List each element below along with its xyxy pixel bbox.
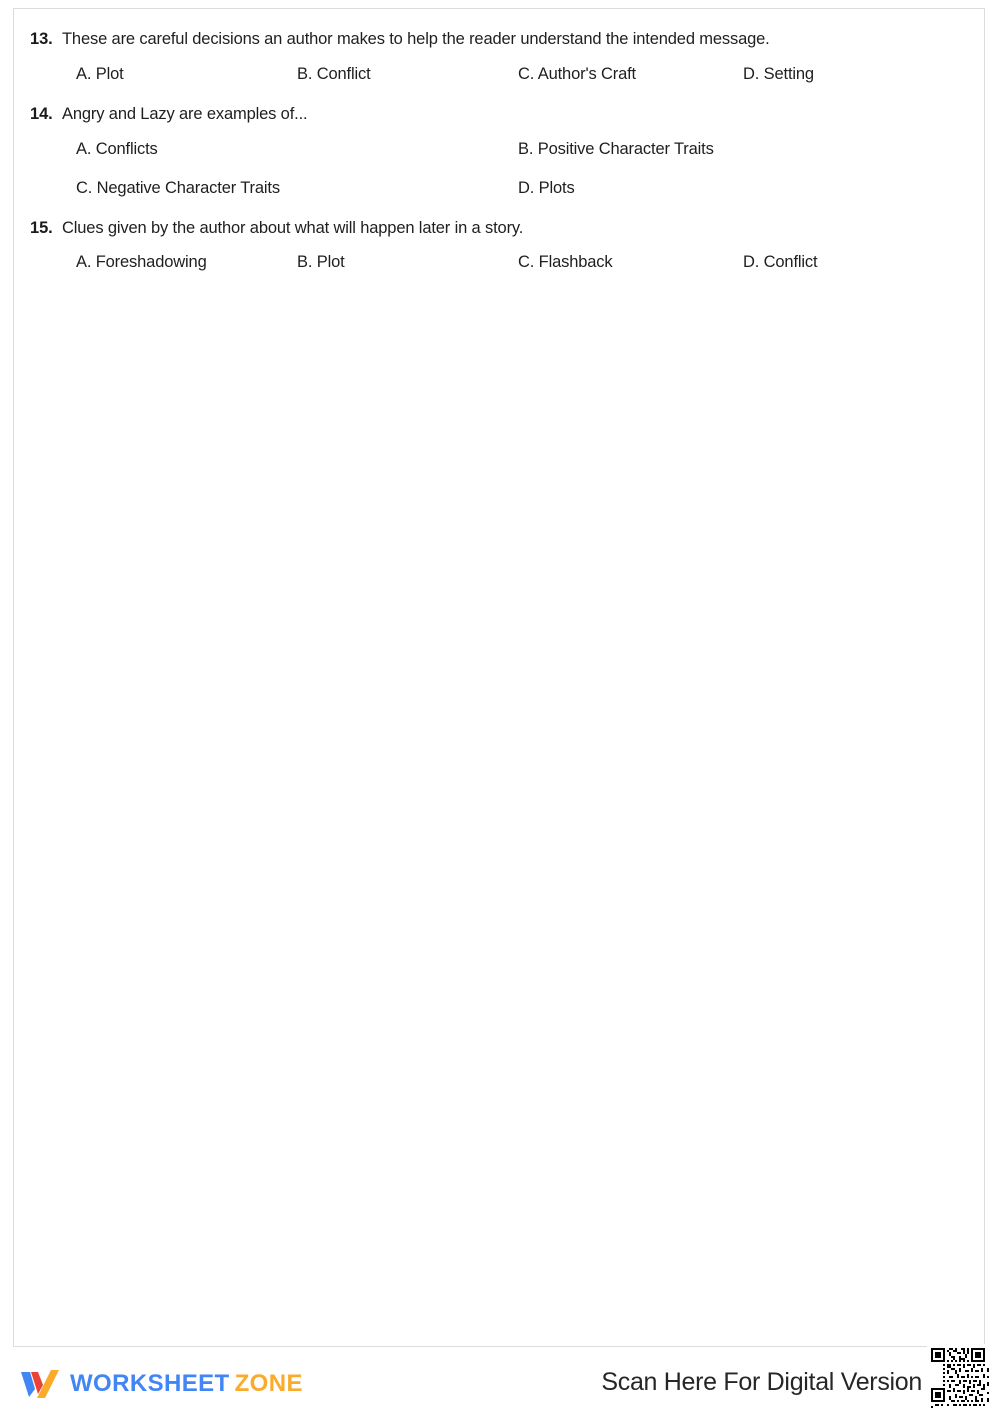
question-list (14, 9, 984, 290)
answer-option[interactable]: D. Conflict (743, 253, 818, 272)
answer-option[interactable]: B. Plot (297, 253, 345, 272)
worksheet-content-box (13, 8, 985, 1347)
answer-option[interactable]: D. Setting (743, 64, 814, 83)
question-text: Clues given by the author about what will happen later in a story. (62, 218, 524, 237)
answer-option[interactable]: A. Conflicts (76, 139, 158, 158)
question-header (30, 27, 968, 52)
answer-options (30, 137, 968, 202)
question-block (30, 27, 968, 88)
answer-option[interactable]: C. Author's Craft (518, 64, 636, 83)
answer-option[interactable]: A. Plot (76, 64, 124, 83)
answer-option[interactable]: D. Plots (518, 178, 575, 197)
scan-here-label: Scan Here For Digital Version (601, 1368, 922, 1396)
brand-name-primary: WORKSHEET (70, 1370, 230, 1397)
question-number: 13. (30, 30, 53, 48)
question-text: These are careful decisions an author makes to help the reader understand the intended message. (62, 30, 770, 48)
answer-options (30, 250, 968, 276)
question-number: 14. (30, 104, 53, 123)
answer-option[interactable]: B. Conflict (297, 64, 371, 83)
answer-option[interactable]: B. Positive Character Traits (518, 139, 714, 158)
question-header (30, 102, 968, 127)
brand-logo[interactable] (18, 1361, 303, 1407)
answer-option[interactable]: C. Flashback (518, 253, 613, 272)
answer-option[interactable]: C. Negative Character Traits (76, 178, 280, 197)
brand-name-secondary: ZONE (234, 1370, 303, 1397)
question-text: Angry and Lazy are examples of... (62, 104, 308, 123)
answer-option[interactable]: A. Foreshadowing (76, 253, 207, 272)
question-block (30, 102, 968, 202)
worksheet-zone-logo-icon (18, 1364, 64, 1404)
brand-name (70, 1372, 303, 1396)
question-header (30, 216, 968, 241)
answer-options (30, 62, 968, 88)
qr-code-icon[interactable] (927, 1344, 993, 1410)
page-footer (0, 1355, 1000, 1414)
question-number: 15. (30, 218, 53, 237)
question-block (30, 216, 968, 277)
